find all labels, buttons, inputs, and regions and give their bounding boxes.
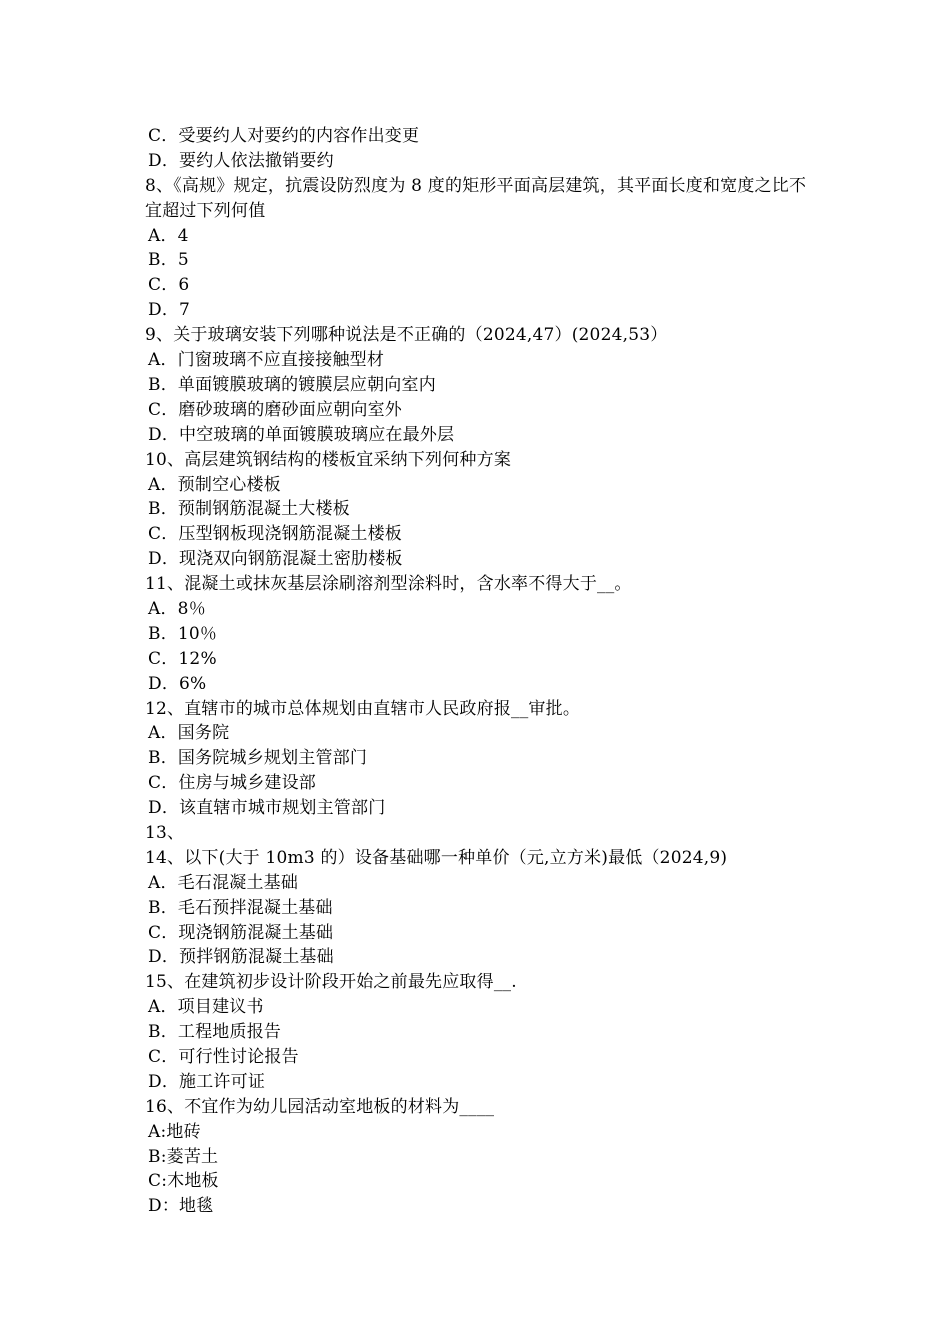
question-13: 13、 (145, 822, 185, 843)
option-15a: A．项目建议书 (148, 997, 264, 1018)
option-15d: D．施工许可证 (148, 1071, 266, 1092)
question-16: 16、不宜作为幼儿园活动室地板的材料为____ (145, 1096, 495, 1117)
question-10: 10、高层建筑钢结构的楼板宜采纳下列何种方案 (145, 449, 512, 470)
option-15c: C．可行性讨论报告 (148, 1046, 299, 1067)
option-12d: D．该直辖市城市规划主管部门 (148, 798, 386, 819)
option-9c: C．磨砂玻璃的磨砂面应朝向室外 (148, 399, 403, 420)
option-10b: B．预制钢筋混凝土大楼板 (148, 499, 350, 520)
option-14b: B．毛石预拌混凝土基础 (148, 897, 333, 918)
option-12a: A．国务院 (148, 723, 230, 744)
option-11c: C．12% (148, 648, 217, 669)
option-16c: C:木地板 (148, 1171, 219, 1192)
question-12: 12、直辖市的城市总体规划由直辖市人民政府报__审批。 (145, 698, 581, 719)
option-11d: D．6% (148, 673, 207, 694)
question-15: 15、在建筑初步设计阶段开始之前最先应取得__. (145, 972, 517, 993)
option-16d: D：地毯 (148, 1196, 214, 1217)
option-10c: C．压型钢板现浇钢筋混凝土楼板 (148, 524, 403, 545)
option-8a: A．4 (148, 225, 189, 246)
option-14a: A．毛石混凝土基础 (148, 872, 299, 893)
option-9b: B．单面镀膜玻璃的镀膜层应朝向室内 (148, 374, 436, 395)
question-8: 8、《高规》规定，抗震设防烈度为 8 度的矩形平面高层建筑，其平面长度和宽度之比不宜超过下列何值 (145, 175, 807, 221)
option-9a: A．门窗玻璃不应直接接触型材 (148, 350, 385, 371)
option-14c: C．现浇钢筋混凝土基础 (148, 922, 334, 943)
option-16b: B:菱苦土 (148, 1146, 219, 1167)
option-11a: A．8％ (148, 598, 206, 619)
question-11: 11、混凝土或抹灰基层涂刷溶剂型涂料时，含水率不得大于__。 (145, 574, 632, 595)
option-8b: B．5 (148, 250, 189, 271)
option-12c: C．住房与城乡建设部 (148, 773, 317, 794)
option-10d: D．现浇双向钢筋混凝土密肋楼板 (148, 549, 403, 570)
option-11b: B．10％ (148, 623, 218, 644)
option-9d: D．中空玻璃的单面镀膜玻璃应在最外层 (148, 424, 455, 445)
option-12b: B．国务院城乡规划主管部门 (148, 748, 368, 769)
exam-questions (145, 124, 810, 1219)
option-15b: B．工程地质报告 (148, 1022, 282, 1043)
option-8c: C．6 (148, 275, 190, 296)
option-8d: D．7 (148, 300, 191, 321)
question-14: 14、以下(大于 10m3 的）设备基础哪一种单价（元,立方米)最低（2024,9) (145, 847, 728, 868)
option-16a: A:地砖 (148, 1121, 201, 1142)
option-14d: D．预拌钢筋混凝土基础 (148, 947, 334, 968)
option-8c-prev: C．受要约人对要约的内容作出变更 (148, 126, 420, 146)
option-8d-prev: D．要约人依法撤销要约 (148, 150, 334, 171)
question-9: 9、关于玻璃安装下列哪种说法是不正确的（2024,47）(2024,53） (145, 325, 668, 346)
option-10a: A．预制空心楼板 (148, 474, 281, 495)
